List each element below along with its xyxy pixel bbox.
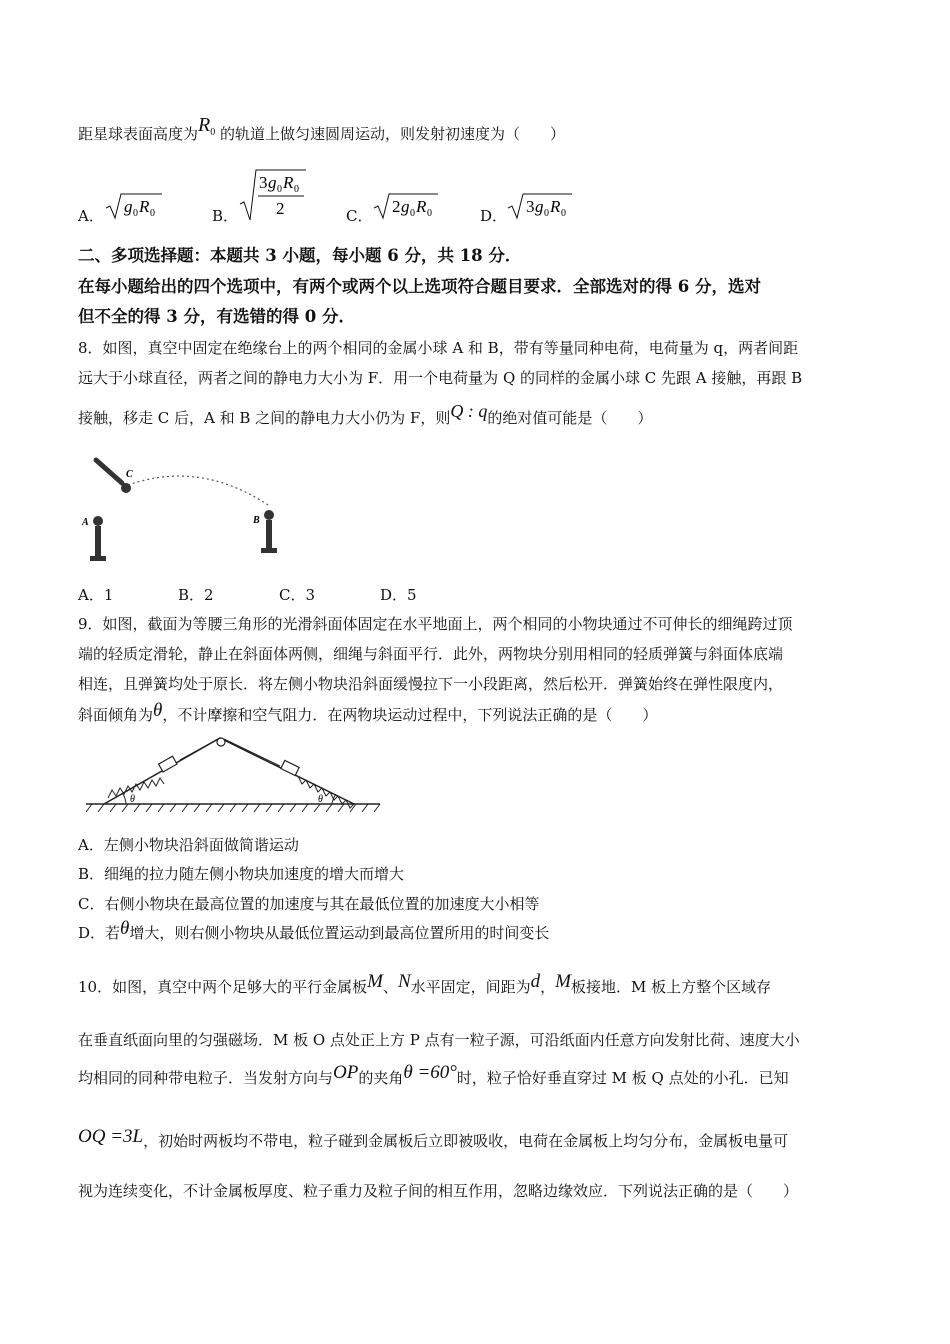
q10-line1-b: 水平固定，间距为 (410, 978, 531, 996)
section2-title: 二、多项选择题：本题共 3 小题，每小题 6 分，共 18 分． (78, 246, 522, 265)
q8-ratio: Q : q (450, 401, 488, 421)
section2-instructions-2: 但不全的得 3 分，有选错的得 0 分． (78, 307, 355, 326)
label-b: B (253, 515, 260, 526)
theta-symbol: θ (153, 700, 163, 721)
plate-m-symbol: M (555, 971, 571, 992)
svg-text:0: 0 (294, 184, 299, 195)
q9-stem-line-1: 9．如图，截面为等腰三角形的光滑斜面体固定在水平地面上，两个相同的小物块通过不可伸长的细绳跨过顶 (78, 615, 793, 633)
q9-option-d-b: 增大，则右侧小物块从最低位置运动到最高位置所用的时间变长 (129, 924, 550, 942)
q7-option-d[interactable] (480, 205, 507, 226)
q9-stem-line-4-b: ，不计摩擦和空气阻力．在两物块运动过程中，下列说法正确的是（ ） (162, 706, 658, 724)
q9-option-b[interactable]: B．细绳的拉力随左侧小物块加速度的增大而增大 (78, 865, 405, 883)
distance-d-symbol: d (530, 971, 541, 992)
plate-m-symbol: M (367, 971, 383, 992)
q10-line1-a: 10．如图，真空中两个足够大的平行金属板 (78, 978, 368, 996)
q8-option-c[interactable]: C．3 (279, 586, 316, 604)
label-a: A (82, 517, 89, 528)
q9-stem-line-4 (78, 700, 658, 725)
option-label: A． (78, 207, 104, 225)
q10-stem-line-1 (78, 971, 772, 997)
q8-stem-line-2: 远大于小球直径，两者之间的静电力大小为 F．用一个电荷量为 Q 的同样的金属小球 C 先跟 A 接触，再跟 B (78, 369, 803, 387)
svg-text:3: 3 (526, 197, 535, 216)
q8-option-a[interactable]: A．1 (78, 586, 114, 604)
theta-right: θ (318, 794, 323, 805)
q7-suffix: 的轨道上做匀速圆周运动，则发射初速度为（ ） (220, 125, 566, 143)
q9-stem-line-4-a: 斜面倾角为 (78, 706, 154, 724)
q7-option-a[interactable] (78, 205, 104, 226)
q7-option-b-expr (238, 168, 308, 224)
svg-text:g: g (268, 173, 277, 192)
svg-text:0: 0 (561, 208, 566, 219)
q10-line1-c: 板接地．M 板上方整个区域存 (570, 978, 772, 996)
svg-text:2: 2 (392, 197, 401, 216)
plate-n-symbol: N (397, 971, 411, 992)
svg-text:R: R (550, 197, 561, 216)
q10-line4: ，初始时两板均不带电，粒子碰到金属板后立即被吸收，电荷在金属板上均匀分布，金属板电量可 (143, 1132, 789, 1150)
q7-option-c[interactable] (346, 205, 372, 226)
q10-stem-line-4 (78, 1126, 789, 1151)
option-label: D． (480, 207, 508, 225)
q7-option-c-expr (372, 192, 442, 222)
q10-line3-a: 均相同的同种带电粒子．当发射方向与 (78, 1069, 334, 1087)
svg-text:g: g (535, 197, 544, 216)
q10-sep: 、 (382, 978, 398, 996)
svg-text:0: 0 (277, 184, 282, 195)
q10-comma: ， (540, 978, 556, 996)
q8-option-d[interactable]: D．5 (380, 586, 417, 604)
q9-option-d-a: D．若 (78, 924, 121, 942)
svg-text:R: R (416, 197, 427, 216)
q10-stem-line-2: 在垂直纸面向里的匀强磁场．M 板 O 点处正上方 P 点有一粒子源，可沿纸面内任意方向发射比荷、速度大小 (78, 1031, 800, 1049)
theta-symbol: θ (120, 918, 130, 939)
q10-stem-line-5: 视为连续变化，不计金属板厚度、粒子重力及粒子间的相互作用，忽略边缘效应．下列说法正确的是（ ） (78, 1182, 799, 1200)
svg-text:0: 0 (150, 208, 155, 219)
svg-text:R: R (283, 173, 294, 192)
q8-figure (80, 455, 290, 570)
svg-text:0: 0 (410, 208, 415, 219)
q8-stem-line-1: 8．如图，真空中固定在绝缘台上的两个相同的金属小球 A 和 B，带有等量同种电荷，电荷量为 q，两者间距 (78, 339, 799, 357)
svg-text:g: g (124, 197, 133, 216)
q10-line3-c: 时，粒子恰好垂直穿过 M 板 Q 点处的小孔．已知 (456, 1069, 789, 1087)
angle-theta-60: θ =60° (403, 1062, 457, 1083)
svg-text:g: g (401, 197, 410, 216)
option-label: B． (212, 207, 239, 225)
q9-stem-line-2: 端的轻质定滑轮，静止在斜面体两侧，细绳与斜面平行．此外，两物块分别用相同的轻质弹簧与斜面体底端 (78, 645, 784, 663)
svg-text:0: 0 (427, 208, 432, 219)
section2-instructions-1: 在每小题给出的四个选项中，有两个或两个以上选项符合题目要求．全部选对的得 6 分，选对 (78, 277, 761, 296)
q9-option-d[interactable] (78, 918, 550, 943)
q8-stem-line-3 (78, 401, 653, 428)
q7-var-r0: $R_0$ (198, 114, 216, 138)
label-c: C (126, 469, 133, 480)
svg-text:R: R (139, 197, 150, 216)
q8-stem-line-3-a: 接触，移走 C 后，A 和 B 之间的静电力大小仍为 F，则 (78, 409, 451, 427)
svg-text:2: 2 (276, 199, 285, 218)
q9-figure (80, 730, 385, 820)
q7-prefix: 距星球表面高度为 (78, 125, 199, 143)
q9-stem-line-3: 相连，且弹簧均处于原长．将左侧小物块沿斜面缓慢拉下一小段距离，然后松开．弹簧始终在弹性限度内， (78, 675, 784, 693)
op-symbol: OP (333, 1062, 359, 1083)
svg-text:3: 3 (259, 173, 268, 192)
theta-left: θ (130, 794, 135, 805)
svg-text:0: 0 (544, 208, 549, 219)
q8-stem-line-3-b: 的绝对值可能是（ ） (487, 409, 653, 427)
q8-option-b[interactable]: B．2 (178, 586, 214, 604)
q9-option-a[interactable]: A．左侧小物块沿斜面做简谐运动 (78, 836, 299, 854)
svg-text:0: 0 (133, 208, 138, 219)
q10-line3-b: 的夹角 (358, 1069, 404, 1087)
q9-option-c[interactable]: C．右侧小物块在最高位置的加速度与其在最低位置的加速度大小相等 (78, 895, 540, 913)
q7-stem-line (78, 114, 566, 151)
q7-option-d-expr (506, 192, 576, 222)
q10-stem-line-3 (78, 1062, 789, 1088)
q7-option-b[interactable] (212, 205, 238, 226)
oq-equation: OQ =3L (78, 1126, 144, 1147)
q7-option-a-expr (104, 192, 164, 222)
option-label: C． (346, 207, 373, 225)
